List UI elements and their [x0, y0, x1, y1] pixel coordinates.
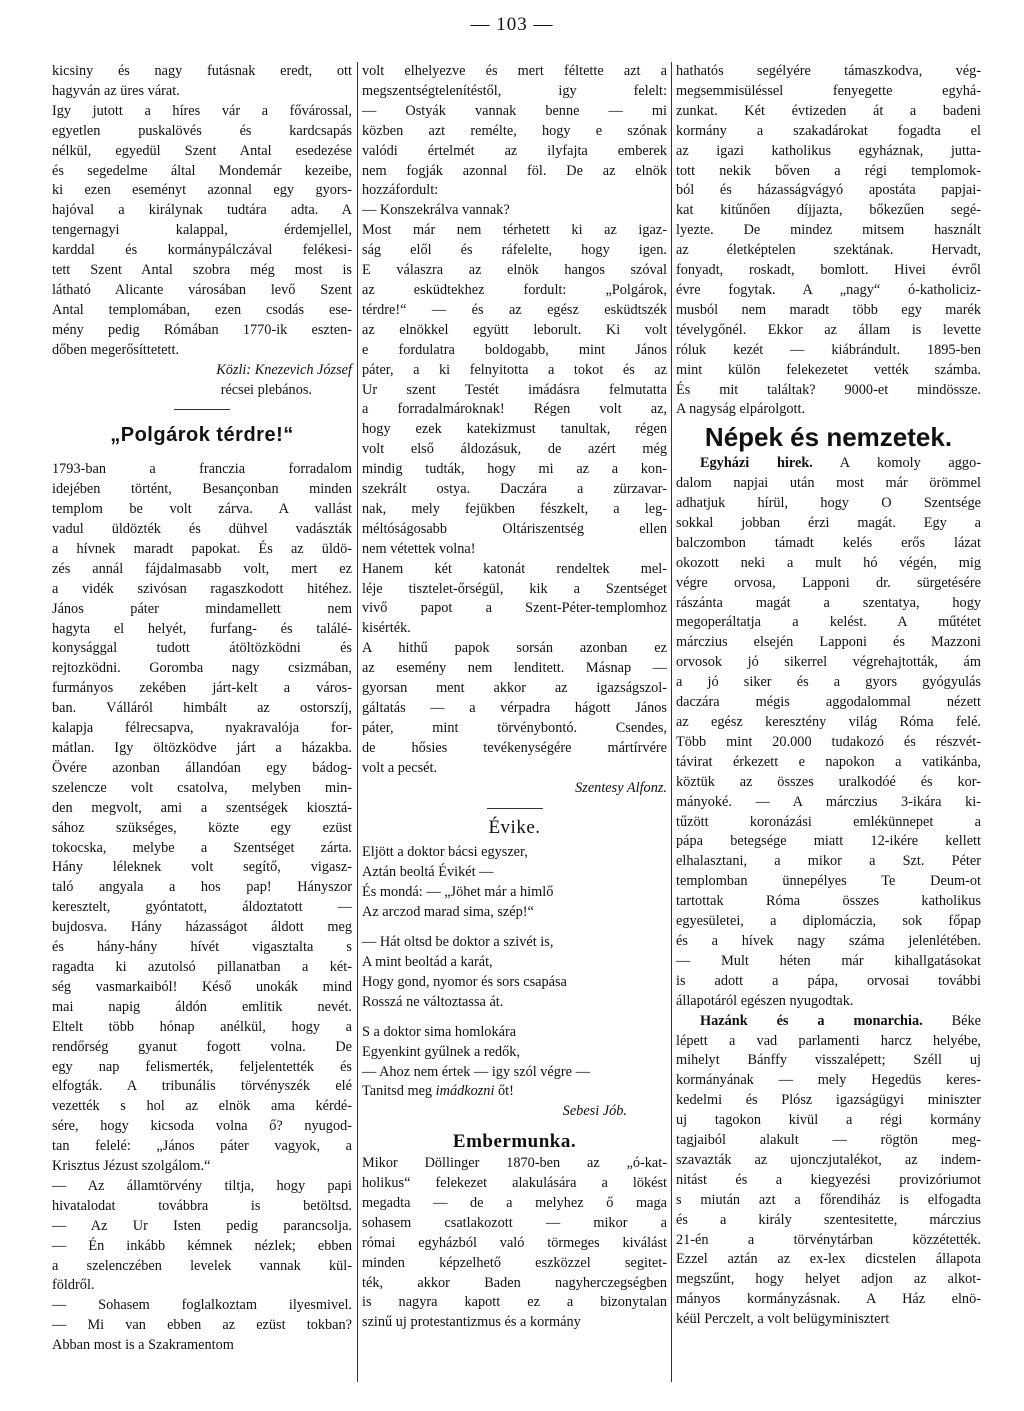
- text-line: E válaszra az elnök hangos szóval: [362, 262, 667, 279]
- text-line: konysággal tudott átöltözködni és: [52, 640, 352, 657]
- article-polgarok-continued: [362, 62, 667, 779]
- text-line: — Konszekrálva vannak?: [362, 202, 510, 219]
- text-line: 1793-ban a franczia forradalom: [52, 461, 352, 478]
- text-line: is nagyra kapott ez a bizonytalan: [362, 1294, 667, 1311]
- text-line: ság elől és ráfelelte, hogy igen.: [362, 242, 667, 259]
- text-line: És mondá: — „Jöhet már a himlő: [362, 884, 554, 901]
- text-line: — Ostyák vannak benne — mi: [362, 102, 667, 119]
- text-line: páter, mint törvénybontó. Csendes,: [362, 719, 667, 736]
- text-line: Igy jutott a híres vár a fővárossal,: [52, 102, 352, 119]
- text-line: kormányának — mely Hegedüs keres-: [676, 1072, 981, 1089]
- text-line: az igazi katholikus egyháznak, jutta-: [676, 142, 981, 159]
- text-line: fonyadt, roskadt, bomlott. Hivei évről: [676, 262, 981, 279]
- text-line: hogy ezek katekizmust tanultak, régen: [362, 421, 667, 438]
- heading-nepek-es-nemzetek: Népek és nemzetek.: [704, 422, 953, 453]
- text-line: nem fogják azonnal föl. De az elnök: [362, 162, 667, 179]
- text-line: adhatjuk hírül, hogy O Szentsége: [676, 495, 981, 512]
- text-line: római egyházból való törmeges kiválást: [362, 1234, 667, 1251]
- text-line: mint külön felekezetet vették számba.: [676, 361, 981, 378]
- text-line: kedelmi és Plósz igazságügyi miniszter: [676, 1092, 981, 1109]
- text-line: Ezzel aztán az ex-lex dicstelen állapota: [676, 1251, 981, 1268]
- text-line: tagjaiból alakult — rögtön meg-: [676, 1132, 981, 1149]
- text-line: Mikor Döllinger 1870-ben az „ó-kat-: [362, 1155, 667, 1172]
- heading-polgarok-terdre: „Polgárok térdre!“: [110, 424, 294, 447]
- text-line: ki ezen eseményt azonnal egy gyors-: [52, 182, 352, 199]
- text-line: minden képzelhető eszközzel segitet-: [362, 1254, 667, 1271]
- text-line: okozott neki a mult hó végén, mig: [676, 554, 981, 571]
- text-line: s miután azt a főrendiház is elfogadta: [676, 1191, 981, 1208]
- text-line: Az arczod marad sima, szép!“: [362, 904, 534, 921]
- text-line: az életképtelen szektának. Hervadt,: [676, 242, 981, 259]
- text-line: tartottak Róma összes katholikus: [676, 893, 981, 910]
- text-line: páter, a ki felnyitotta a tokot és az: [362, 361, 667, 378]
- text-line: szavazták az ujonczjutalékot, az indem-: [676, 1151, 981, 1168]
- text-line: idejében történt, Besançonban minden: [52, 481, 352, 498]
- text-line: hathatós segélyére támaszkodva, vég-: [676, 63, 981, 79]
- text-line: volt első áldozásuk, de azért még: [362, 441, 667, 458]
- text-line: rendőrség gyanut fogott volna. De: [52, 1038, 352, 1055]
- text-line: kalapja félrecsapva, nyakravalója for-: [52, 720, 352, 737]
- text-line: vadul üldözték és dühvel vadászták: [52, 521, 352, 538]
- text-line: uj tagokon kivül a régi kormány: [676, 1112, 981, 1129]
- text-line: sához szükséges, közte egy ezüst: [52, 819, 352, 836]
- text-line: megszentségtelenítéstől, igy felelt:: [362, 82, 667, 99]
- text-line: Övére azonban állandóan egy bádog-: [52, 759, 352, 776]
- column-divider: [671, 62, 672, 1382]
- text-line: Hogy gond, nyomor és sors csapása: [362, 973, 567, 990]
- text-line: — Mi van ebben az ezüst tokban?: [52, 1317, 352, 1334]
- text-line: — Sohasem foglalkoztam ilyesmivel.: [52, 1297, 352, 1314]
- text-line: kat kitűnően díjjazta, bőkezűen segé-: [676, 202, 981, 219]
- text-line: mányoké. — A márczius 3-ikára ki-: [676, 793, 981, 810]
- text-line: szelencze volt csatolva, melyben min-: [52, 779, 352, 796]
- text-line: Eltelt több hónap anélkül, hogy a: [52, 1018, 352, 1035]
- text-line: róluk kezét — kiábrándult. 1895-ben: [676, 341, 981, 358]
- article-signature: Szentesy Alfonz.: [575, 779, 667, 796]
- text-line: Hanem két katonát rendeltek mel-: [362, 560, 667, 577]
- poem-signature: Sebesi Jób.: [562, 1103, 627, 1120]
- text-line: a forradalmároknak! Régen volt az,: [362, 401, 667, 418]
- text-line: pápa betegsége miatt 12-ikére kellett: [676, 833, 981, 850]
- text-line: templomban ünnepélyes Te Deum-ot: [676, 873, 981, 890]
- text-line: — Én inkább kémnek nézlek; ebben: [52, 1237, 352, 1254]
- text-line: tévelygőnél. Ekkor az állam is levette: [676, 321, 981, 338]
- text-line: den megvolt, ami a szentségek kiosztá-: [52, 799, 352, 816]
- text-line: furmányos zekében járt-kelt a város-: [52, 680, 352, 697]
- text-line: hivatalodat továbbra is betöltsd.: [52, 1197, 352, 1214]
- text-line: közben azt remélte, hogy e szónak: [362, 122, 667, 139]
- text-line: A hithű papok sorsán azonban ez: [362, 640, 667, 657]
- text-line: egy nap felismerték, feljelentették és: [52, 1058, 352, 1075]
- text-line: a szelenczében levelek vannak kül-: [52, 1257, 352, 1274]
- text-line: A mint beoltád a karát,: [362, 953, 493, 970]
- text-line: 21-én a törvénytárban közzétették.: [676, 1231, 981, 1248]
- text-line: sére, hogy kicsoda volna ő? nyugod-: [52, 1118, 352, 1135]
- text-line: kisérték.: [362, 620, 411, 637]
- text-line: szinű uj protestantizmus és a kormány: [362, 1314, 581, 1331]
- text-line: — Ahoz nem értek — igy szól végre —: [362, 1063, 590, 1080]
- text-line: térdre!“ — és az egész esküdtszék: [362, 301, 667, 318]
- section-hazank-lead: Hazánk és a monarchia. Béke: [700, 1012, 981, 1029]
- text-line: tott nekik bőven a régi templomok-: [676, 162, 981, 179]
- poem-line: Tanitsd meg imádkozni őt!: [362, 1083, 514, 1100]
- text-line: Egyenkint gyűlnek a redők,: [362, 1043, 521, 1060]
- text-line: Rosszá ne változtassa át.: [362, 993, 504, 1010]
- text-line: karddal és kormánypálczával felékesi-: [52, 242, 352, 259]
- poem-stanza-2: [362, 933, 667, 1013]
- text-line: És mit találtak? 9000-et mindössze.: [676, 381, 981, 398]
- text-line: kormány a szakadárokat fogadta el: [676, 122, 981, 139]
- text-line: rászánta magát a szentatya, hogy: [676, 594, 981, 611]
- text-line: gyorsan ment akkor az igazságszol-: [362, 680, 667, 697]
- text-line: kicsiny és nagy futásnak eredt, ott: [52, 63, 352, 79]
- text-line: látható Alicante városában levő Szent: [52, 281, 352, 298]
- text-line: valódi értelmét az ilyfajta emberek: [362, 142, 667, 159]
- text-line: mányos kormányzásnak. A Ház elnö-: [676, 1291, 981, 1308]
- text-line: tengernagyi kalappal, érdemjellel,: [52, 222, 352, 239]
- text-line: Ur szent Testét imádásra felmutatta: [362, 381, 667, 398]
- text-line: János páter mindamellett nem: [52, 600, 352, 617]
- article-polgarok-text: [52, 460, 352, 1356]
- text-line: az esemény nem lenditett. Másnap —: [362, 660, 667, 677]
- text-line: Több mint 20.000 tudakozó és részvét-: [676, 733, 981, 750]
- article-signature: Közli: Knezevich József: [216, 361, 352, 378]
- text-line: a hívnek maradt papokat. És az üldö-: [52, 540, 352, 557]
- text-line: Hány léleknek volt segítő, vigasz-: [52, 859, 352, 876]
- text-line: ban. Válláról himbált az ostorszíj,: [52, 700, 352, 717]
- text-line: tan felelé: „János páter vagyok, a: [52, 1138, 352, 1155]
- column-3: [676, 62, 981, 1330]
- text-line: musból nem maradt több egy marék: [676, 301, 981, 318]
- text-line: e fordulatra boldogabb, mint János: [362, 341, 667, 358]
- text-line: megszűnt, hogy helyet adjon az alkot-: [676, 1271, 981, 1288]
- article-alicante-text: [52, 62, 352, 361]
- text-line: holikus“ felekezet alakulására a lökést: [362, 1175, 667, 1192]
- text-line: mindig tudták, hogy mi az a kon-: [362, 461, 667, 478]
- text-line: megadta — de a melyhez ő maga: [362, 1194, 667, 1211]
- text-line: tett Szent Antal szobra még most is: [52, 262, 352, 279]
- text-line: léje tisztelet-őrségül, kik a Szentséget: [362, 580, 667, 597]
- heading-evike: Évike.: [488, 816, 541, 838]
- text-line: a jó siker és a gyors gyógyulás: [676, 674, 981, 691]
- text-line: nak, mely fejükben fészkelt, a leg-: [362, 500, 667, 517]
- text-line: elhalasztani, a mikor a Szt. Péter: [676, 853, 981, 870]
- text-line: nem vétettek volna!: [362, 540, 476, 557]
- article-signature-sub: récsei plebános.: [220, 381, 312, 398]
- column-1: [52, 62, 352, 1356]
- section-divider: [174, 409, 230, 410]
- text-line: vivő papot a Szent-Péter-templomhoz: [362, 600, 667, 617]
- text-line: az esküdtekhez fordult: „Polgárok,: [362, 281, 667, 298]
- text-line: ból és házasságvágyó apostáta papjai-: [676, 182, 981, 199]
- text-line: földről.: [52, 1277, 95, 1294]
- text-line: vezették s hol az elnök ama kérdé-: [52, 1098, 352, 1115]
- text-line: hajóval a királynak tudtára adta. A: [52, 202, 352, 219]
- text-line: dalom napjai után most már örömmel: [676, 475, 981, 492]
- text-line: mátlan. Igy öltözködve járt a házakba.: [52, 740, 352, 756]
- text-line: elfogták. A tribunális törvényszék elé: [52, 1078, 352, 1095]
- text-line: de hősies tevékenységére mártírvére: [362, 739, 667, 756]
- text-line: balczombon támadt kelés erős lázat: [676, 534, 981, 551]
- text-line: Eljött a doktor bácsi egyszer,: [362, 844, 528, 861]
- text-line: megoperáltatja a kelést. A műtétet: [676, 614, 981, 631]
- text-line: és segedelme által Mondemár kezeibe,: [52, 162, 352, 179]
- text-line: zunkat. Két évtizeden át a badeni: [676, 102, 981, 119]
- text-line: mihelyt Bánffy visszalépett; Széll uj: [676, 1052, 981, 1069]
- text-line: hagyván az üres várat.: [52, 82, 180, 99]
- text-line: dőben megerősíttetett.: [52, 341, 180, 358]
- text-line: tokocska, melybe a Szentséget zárta.: [52, 839, 352, 856]
- text-line: volt a pecsét.: [362, 759, 438, 776]
- section-divider: [487, 808, 543, 809]
- text-line: sohasem csatlakozott — mikor a: [362, 1214, 667, 1231]
- column-2: [362, 62, 667, 1333]
- poem-stanza-3: [362, 1023, 667, 1083]
- text-line: szekrált ostya. Daczára a zürzavar-: [362, 481, 667, 498]
- text-line: rejtozködni. Goromba nagy csizmában,: [52, 660, 352, 677]
- text-line: méltóságosabb Oltáriszentség ellen: [362, 520, 667, 537]
- text-line: zés annál fájdalmasabb volt, mert ez: [52, 560, 352, 577]
- text-line: és a király szentesitette, márczius: [676, 1211, 981, 1228]
- text-line: volt elhelyezve és mert féltette azt a: [362, 63, 667, 79]
- heading-embermunka: Embermunka.: [452, 1131, 577, 1153]
- text-line: egyetlen puskalövés és kardcsapás: [52, 122, 352, 139]
- text-line: lépett a vad parlamenti harcz helyébe,: [676, 1032, 981, 1049]
- text-line: Abban most is a Szakramentom: [52, 1337, 234, 1354]
- text-line: orvosok jó sikerrel végrehajtották, ám: [676, 654, 981, 671]
- text-line: ragadta ki azutolsó pillanatban a két-: [52, 958, 352, 975]
- article-embermunka-text: [362, 1154, 667, 1333]
- text-line: hozzáfordult:: [362, 182, 439, 199]
- text-line: távirat érkezett e napokon a vatikánba,: [676, 753, 981, 770]
- text-line: keresztelt, gyóntatott, áldoztatott —: [52, 899, 352, 916]
- text-line: és hány-hány hívét vigasztalta s: [52, 939, 352, 956]
- text-line: a vidék szivósan ragaszkodott hitéhez.: [52, 580, 352, 597]
- text-line: lyezte. De mindez mitsem használt: [676, 222, 981, 239]
- text-line: taló angyala a hos pap! Hányszor: [52, 879, 352, 896]
- text-line: Most már nem térhetett ki az igaz-: [362, 222, 667, 239]
- text-line: Antal templomában, ezen csodás ese-: [52, 301, 352, 318]
- text-line: köztük az összes uralkodóé és kor-: [676, 773, 981, 790]
- text-line: — Az államtörvény tiltja, hogy papi: [52, 1177, 352, 1194]
- text-line: mény pedig Rómában 1770-ik eszten-: [52, 321, 352, 338]
- column-divider: [357, 62, 358, 1382]
- text-line: és a hívek nagy száma jelenlétében.: [676, 932, 981, 949]
- text-line: az elnökkel együtt leborult. Ki volt: [362, 321, 667, 338]
- section-hazank-text: [676, 1032, 981, 1331]
- text-line: Aztán beoltá Évikét —: [362, 864, 494, 881]
- text-line: tűzött koronázási emlékünnepet a: [676, 813, 981, 830]
- text-line: ség vasmarkaiból! Késő unokák mind: [52, 978, 352, 995]
- text-line: hagyta el helyét, furfang- és találé-: [52, 620, 352, 637]
- text-line: S a doktor sima homlokára: [362, 1023, 517, 1040]
- text-line: daczára mégis aggodalommal nézett: [676, 694, 981, 711]
- poem-stanza-1: [362, 843, 667, 923]
- article-embermunka-continued: [676, 62, 981, 420]
- text-line: A nagyság elpárolgott.: [676, 401, 806, 418]
- text-line: templom be volt zárva. A vallást: [52, 501, 352, 518]
- text-line: — Mult héten már kihallgatásokat: [676, 952, 981, 969]
- text-line: — Az Ur Isten pedig parancsolja.: [52, 1217, 352, 1234]
- text-line: ték, akkor Baden nagyherczegségben: [362, 1274, 667, 1291]
- text-line: sokkal jobban érzi magát. Egy a: [676, 514, 981, 531]
- text-line: nélkül, egyedül Szent Antal esedezése: [52, 142, 352, 159]
- text-line: állapotáról egészen nyugodtak.: [676, 992, 854, 1009]
- text-line: bujdosva. Hány házasságot áldott meg: [52, 919, 352, 936]
- text-line: egyesületei, a diplomáczia, sok főpap: [676, 913, 981, 930]
- text-line: márczius elsején Lapponi és Mazzoni: [676, 634, 981, 651]
- text-line: gáltatás — a vérpadra hágott János: [362, 700, 667, 716]
- section-egyhazi-hirek-text: [676, 474, 981, 1011]
- text-line: nitást és a kiegyezési provizóriumot: [676, 1171, 981, 1188]
- text-line: az egész keresztény világ Róma felé.: [676, 714, 981, 730]
- text-line: megsemmisüléssel fenyegette egyhá-: [676, 82, 981, 99]
- text-line: kéül Perczelt, a volt belügyminisztert: [676, 1311, 890, 1328]
- page-number: — 103 —: [470, 14, 554, 35]
- text-line: Krisztus Jézust szolgálom.“: [52, 1158, 211, 1175]
- text-line: is adott a pápa, orvosai további: [676, 972, 981, 989]
- section-egyhazi-hirek-lead: Egyházi hirek. A komoly aggo-: [700, 455, 981, 472]
- text-line: — Hát oltsd be doktor a szivét is,: [362, 934, 554, 951]
- text-line: végre orvosa, Lapponi dr. sürgetésére: [676, 574, 981, 591]
- text-line: mai napig áldón emlitik nevét.: [52, 998, 352, 1015]
- text-line: évre fogytak. A „nagy“ ó-katholiciz-: [676, 281, 981, 298]
